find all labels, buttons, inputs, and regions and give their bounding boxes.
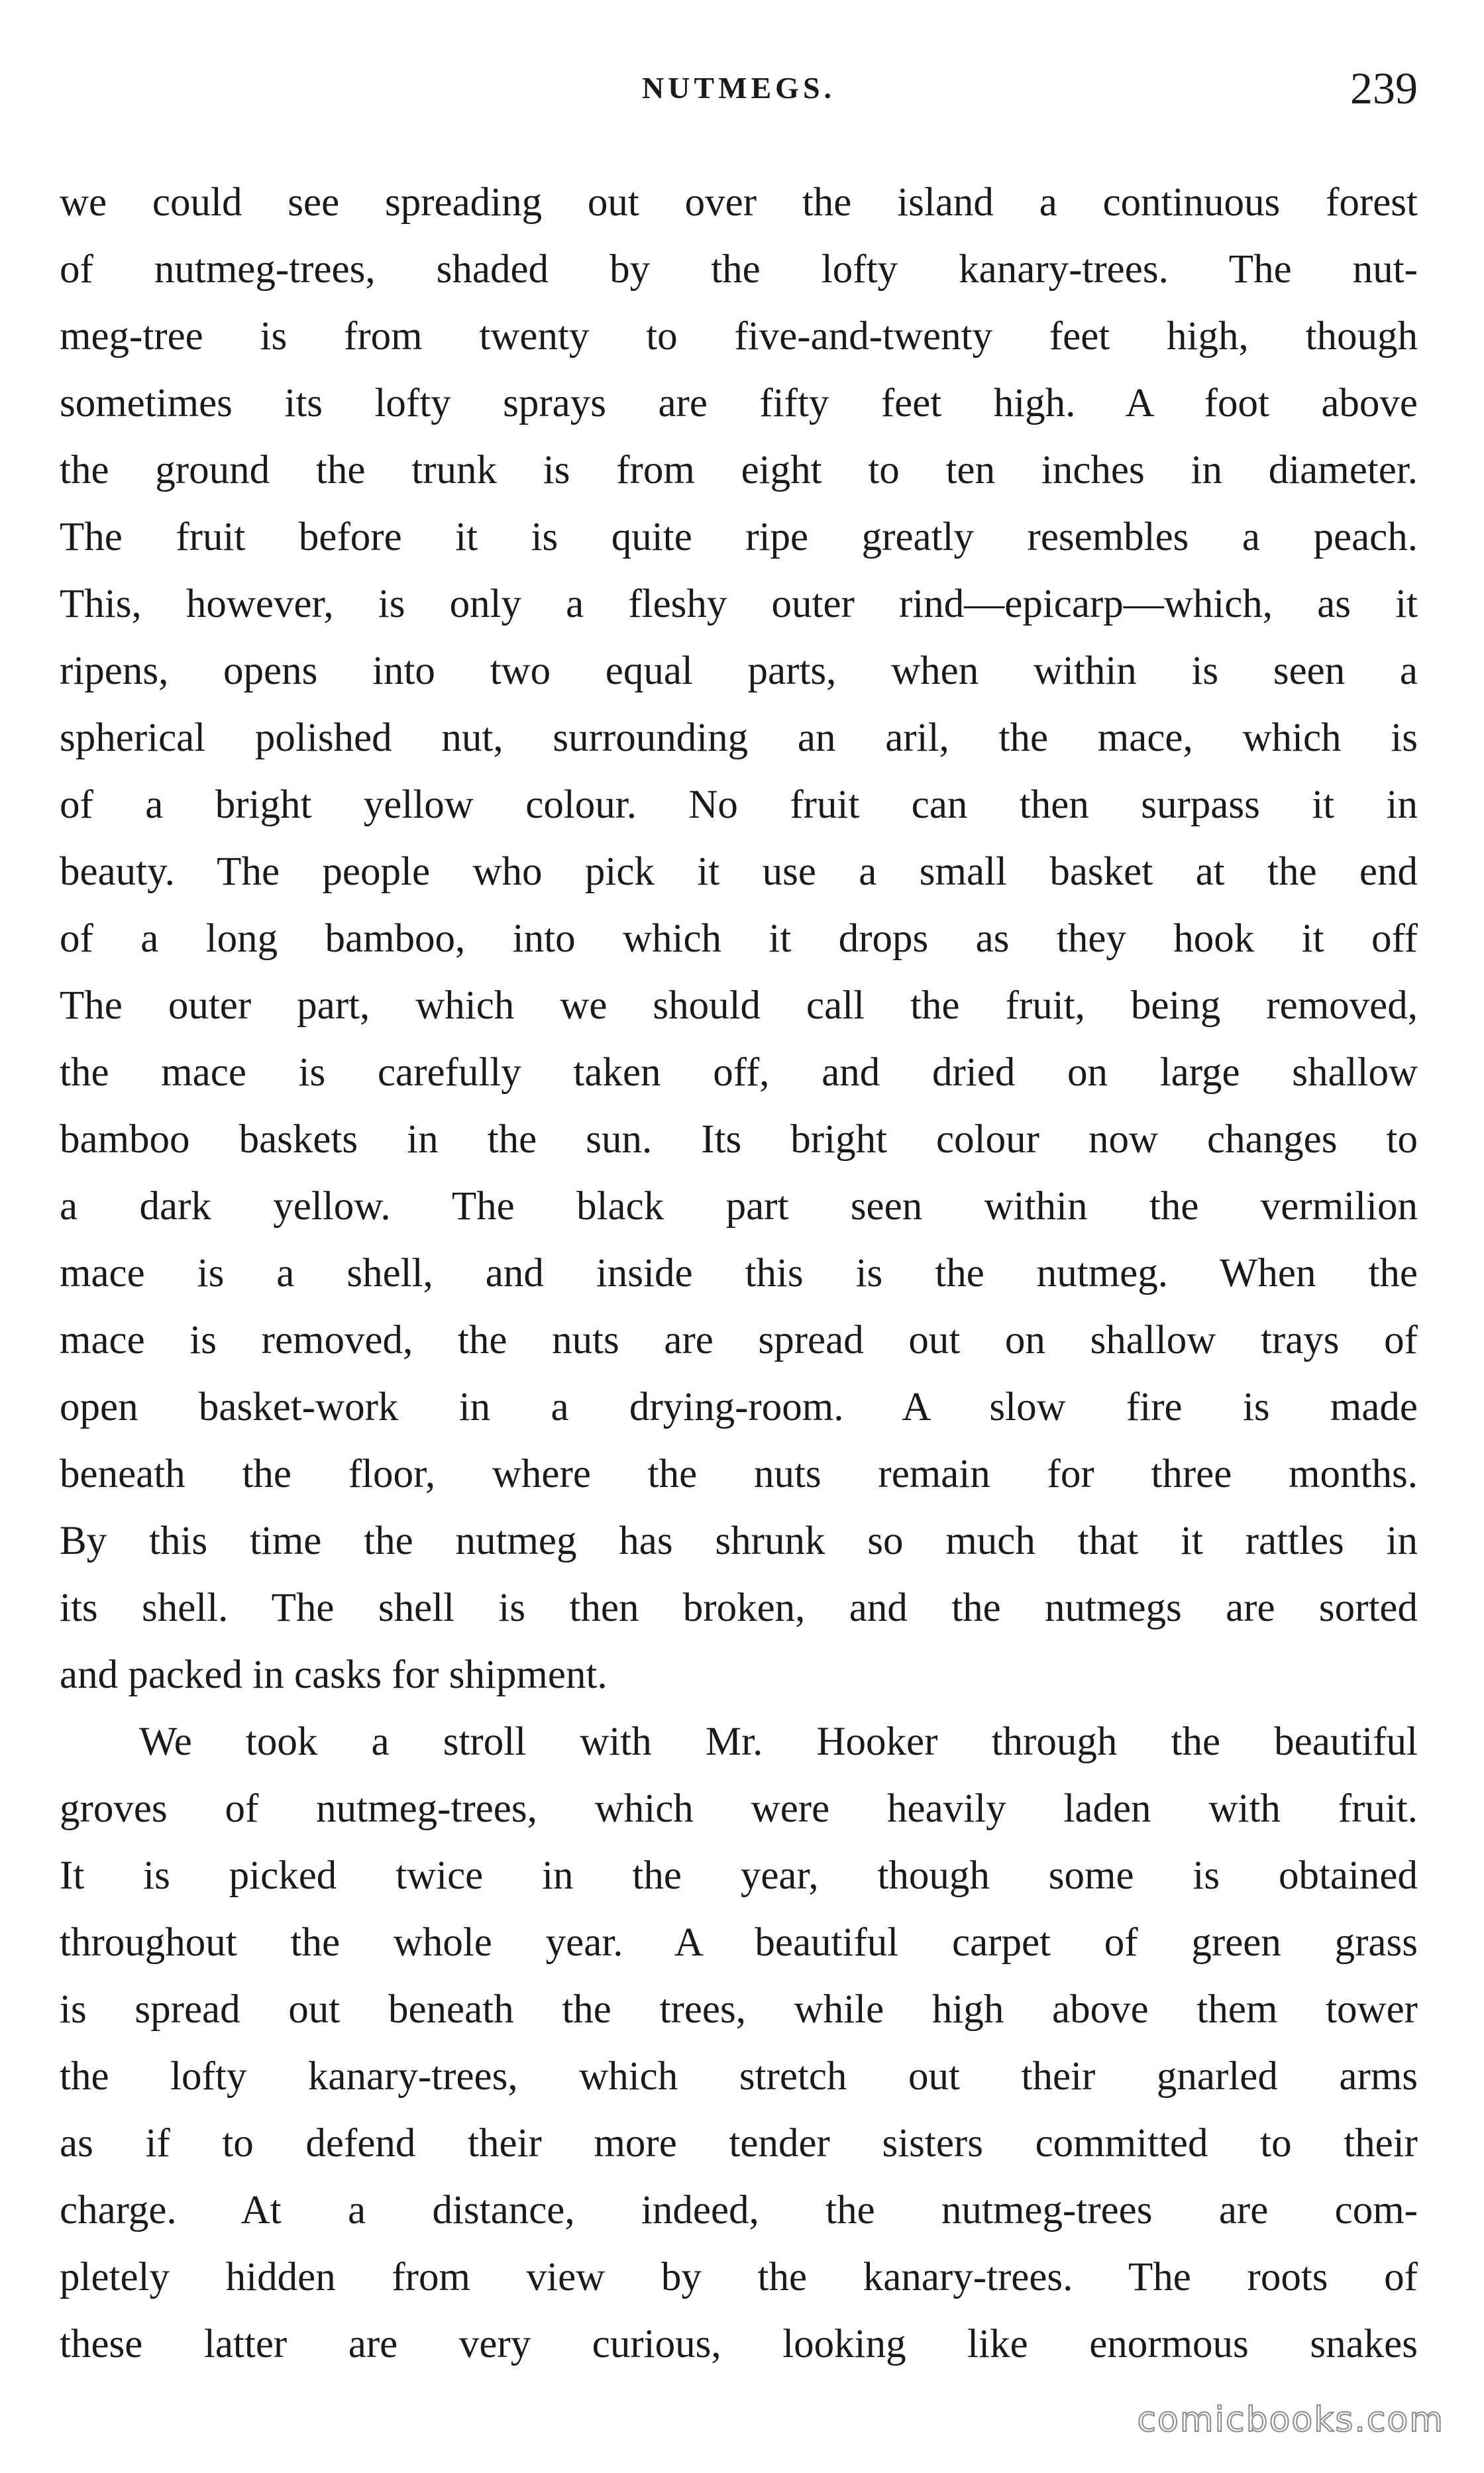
text-line: and packed in casks for shipment.: [60, 1653, 608, 1697]
text-line: the lofty kanary-trees, which stretch out their gnarled arms: [60, 2054, 1418, 2099]
text-line: We took a stroll with Mr. Hooker through the beautiful: [139, 1720, 1418, 1764]
text-line: as if to defend their more tender sisters committed to their: [60, 2121, 1418, 2166]
text-line: open basket-work in a drying-room. A slow fire is made: [60, 1385, 1418, 1429]
page-number: 239: [1350, 63, 1418, 113]
text-line: mace is a shell, and inside this is the nutmeg. When the: [60, 1251, 1418, 1295]
text-line: bamboo baskets in the sun. Its bright colour now changes to: [60, 1117, 1418, 1162]
text-line: ripens, opens into two equal parts, when within is seen a: [60, 649, 1418, 693]
text-line: By this time the nutmeg has shrunk so much that it rattles in: [60, 1519, 1418, 1563]
text-line: a dark yellow. The black part seen within the vermilion: [60, 1184, 1418, 1229]
text-line: This, however, is only a fleshy outer rind—epicarp—which, as it: [60, 582, 1418, 626]
text-line: spherical polished nut, surrounding an aril, the mace, which is: [60, 716, 1418, 760]
text-line: pletely hidden from view by the kanary-trees. The roots of: [60, 2255, 1418, 2299]
text-line: The fruit before it is quite ripe greatly resembles a peach.: [60, 515, 1418, 559]
text-line: the ground the trunk is from eight to ten inches in diameter.: [60, 448, 1418, 492]
running-title: NUTMEGS.: [641, 71, 836, 105]
text-line: It is picked twice in the year, though some is obtained: [60, 1853, 1418, 1898]
body-text: [60, 169, 1418, 2378]
text-line: charge. At a distance, indeed, the nutmeg-trees are com-: [60, 2188, 1418, 2232]
text-line: of a bright yellow colour. No fruit can then surpass it in: [60, 783, 1418, 827]
watermark: comicbooks.com: [1137, 2400, 1444, 2440]
text-line: beauty. The people who pick it use a small basket at the end: [60, 850, 1418, 894]
text-line: we could see spreading out over the island a continuous forest: [60, 180, 1418, 225]
text-line: of a long bamboo, into which it drops as they hook it off: [60, 916, 1418, 961]
paragraph-2: [60, 1708, 1418, 2378]
text-line: is spread out beneath the trees, while high above them tower: [60, 1987, 1418, 2032]
text-line: The outer part, which we should call the fruit, being removed,: [60, 983, 1418, 1028]
text-line: beneath the floor, where the nuts remain for three months.: [60, 1452, 1418, 1496]
text-line: its shell. The shell is then broken, and the nutmegs are sorted: [60, 1586, 1418, 1630]
text-line: the mace is carefully taken off, and dried on large shallow: [60, 1050, 1418, 1095]
paragraph-1: [60, 169, 1418, 1708]
text-line: these latter are very curious, looking like enormous snakes: [60, 2322, 1418, 2366]
text-line: mace is removed, the nuts are spread out on shallow trays of: [60, 1318, 1418, 1362]
text-line: sometimes its lofty sprays are fifty feet high. A foot above: [60, 381, 1418, 425]
text-line: meg-tree is from twenty to five-and-twenty feet high, though: [60, 314, 1418, 358]
text-line: of nutmeg-trees, shaded by the lofty kanary-trees. The nut-: [60, 247, 1418, 292]
running-head: [60, 58, 1418, 118]
text-line: groves of nutmeg-trees, which were heavily laden with fruit.: [60, 1786, 1418, 1831]
text-line: throughout the whole year. A beautiful carpet of green grass: [60, 1920, 1418, 1965]
